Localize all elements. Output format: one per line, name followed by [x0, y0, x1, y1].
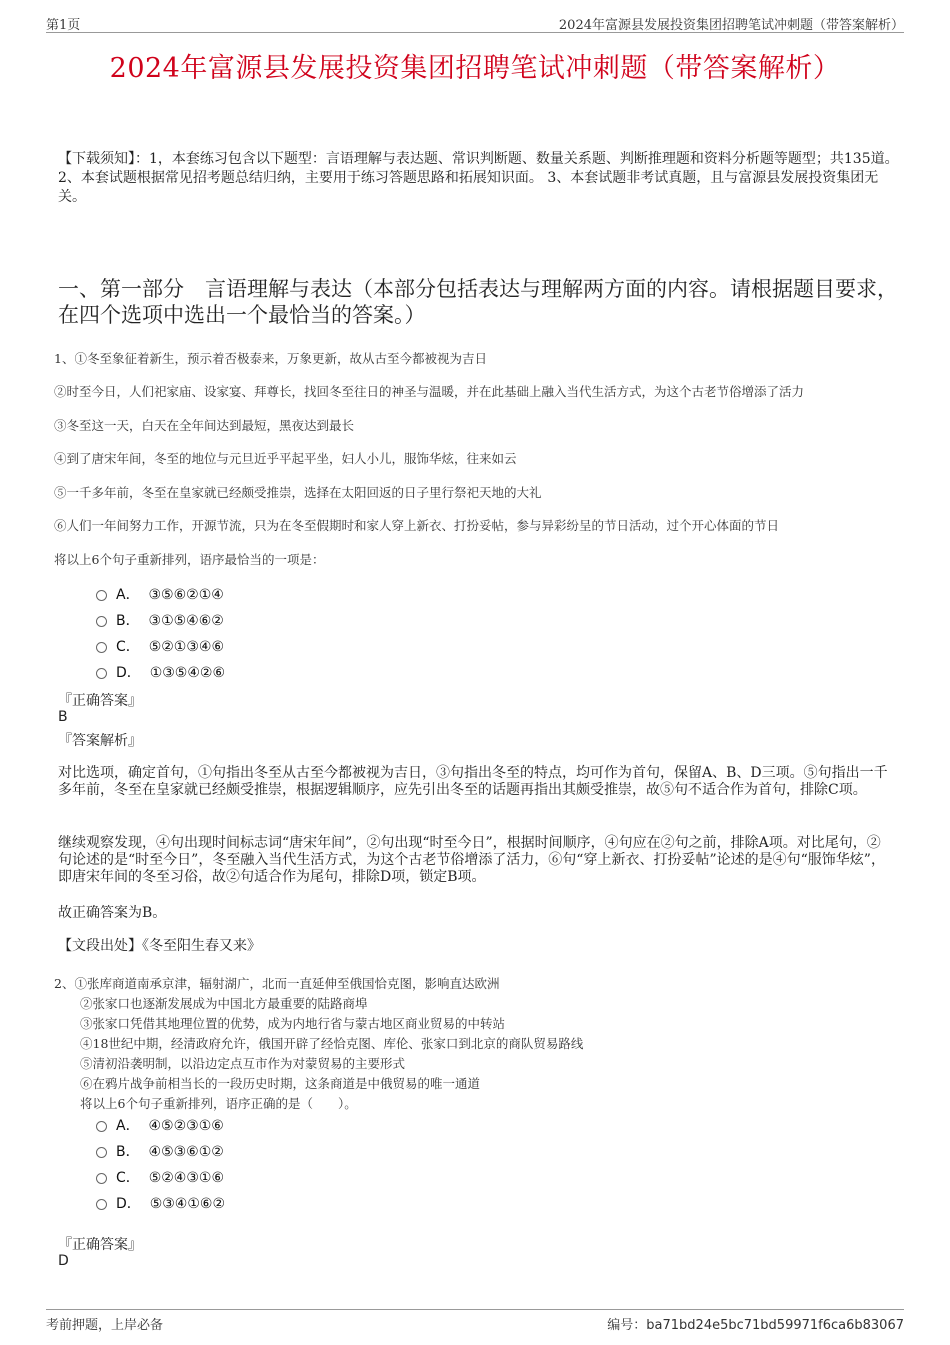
- q2-option-d[interactable]: [96, 1193, 225, 1213]
- option-letter: B．: [116, 1144, 140, 1160]
- option-letter: A．: [116, 1118, 140, 1134]
- download-notice: 【下载须知】：1，本套练习包含以下题型：言语理解与表达题、常识判断题、数量关系题、判断推理题和资料分析题等题型；共135道。 2、本套试题根据常见招考题总结归纳，主要用于练习答题思路和拓展知识面。 3、本套试题非考试真题，且与富源县发展投资集团无关。: [58, 151, 899, 205]
- radio-icon[interactable]: [96, 642, 107, 653]
- q1-analysis-p2: 继续观察发现，④句出现时间标志词“唐宋年间”，②句出现“时至今日”，根据时间顺序，④句应在②句之前，排除A项。对比尾句，②句论述的是“时至今日”，冬至融入当代生活方式，为这个古老节俗增添了活力，⑥句“穿上新衣、打扮妥帖”论述的是④句“服饰华炫”，即唐宋年间的冬至习俗，故②句适合作为尾句，排除D项，锁定B项。: [58, 835, 885, 885]
- option-letter: D．: [116, 1196, 141, 1212]
- q2-answer-label: 『正确答案』: [58, 1237, 142, 1253]
- footer-code-value: ba71bd24e5bc71bd59971f6ca6b83067: [646, 1318, 904, 1333]
- option-text: ③⑤⑥②①④: [148, 587, 224, 603]
- q2-answer: D: [58, 1253, 69, 1269]
- q1-prompt: 将以上6个句子重新排列，语序最恰当的一项是：: [54, 552, 325, 567]
- q1-answer: B: [58, 709, 68, 725]
- radio-icon[interactable]: [96, 1147, 107, 1158]
- q1-line-4: ④到了唐宋年间，冬至的地位与元旦近乎平起平坐，妇人小儿，服饰华炫，往来如云: [54, 451, 517, 466]
- option-text: ⑤③④①⑥②: [149, 1196, 225, 1212]
- q1-line-2: ②时至今日，人们祀家庙、设家宴、拜尊长，找回冬至往日的神圣与温暖，并在此基础上融入当代生活方式，为这个古老节俗增添了活力: [54, 384, 805, 399]
- option-text: ③①⑤④⑥②: [148, 613, 224, 629]
- q1-line-5: ⑤一千多年前，冬至在皇家就已经颇受推崇，选择在太阳回返的日子里行祭祀天地的大礼: [54, 485, 542, 500]
- option-letter: B．: [116, 613, 140, 629]
- q2-line-6: ⑥在鸦片战争前相当长的一段历史时期，这条商道是中俄贸易的唯一通道: [80, 1076, 481, 1091]
- q1-line-3: ③冬至这一天，白天在全年间达到最短，黑夜达到最长: [54, 418, 355, 433]
- radio-icon[interactable]: [96, 590, 107, 601]
- q2-line-1: 2、①张库商道南承京津，辐射湖广，北而一直延伸至俄国恰克图，影响直达欧洲: [54, 976, 500, 991]
- option-letter: C．: [116, 1170, 140, 1186]
- q2-option-b[interactable]: [96, 1141, 224, 1161]
- option-text: ⑤②④③①⑥: [148, 1170, 224, 1186]
- option-text: ①③⑤④②⑥: [149, 665, 225, 681]
- option-letter: D．: [116, 665, 141, 681]
- q1-analysis-p3: 故正确答案为B。: [58, 905, 167, 921]
- radio-icon[interactable]: [96, 1173, 107, 1184]
- radio-icon[interactable]: [96, 1199, 107, 1210]
- q2-prompt: 将以上6个句子重新排列，语序正确的是（ ）。: [80, 1096, 357, 1111]
- option-letter: A．: [116, 587, 140, 603]
- q1-option-d[interactable]: [96, 662, 225, 682]
- q1-analysis-label: 『答案解析』: [58, 733, 142, 749]
- q1-option-c[interactable]: [96, 636, 224, 656]
- q2-line-3: ③张家口凭借其地理位置的优势，成为内地行省与蒙古地区商业贸易的中转站: [80, 1016, 506, 1031]
- header-title: 2024年富源县发展投资集团招聘笔试冲刺题（带答案解析）: [558, 18, 904, 33]
- footer-code-label: 编号：: [607, 1318, 647, 1333]
- footer-divider: [46, 1309, 904, 1310]
- q1-option-a[interactable]: [96, 584, 224, 604]
- q1-line-1: 1、①冬至象征着新生，预示着否极泰来，万象更新，故从古至今都被视为吉日: [54, 351, 487, 366]
- page-number: 第1页: [46, 18, 81, 33]
- q1-option-b[interactable]: [96, 610, 224, 630]
- q1-line-6: ⑥人们一年间努力工作，开源节流，只为在冬至假期时和家人穿上新衣、打扮妥帖，参与异彩纷呈的节日活动，过个开心体面的节日: [54, 518, 780, 533]
- radio-icon[interactable]: [96, 616, 107, 627]
- option-letter: C．: [116, 639, 140, 655]
- q2-option-c[interactable]: [96, 1167, 224, 1187]
- option-text: ④⑤②③①⑥: [148, 1118, 224, 1134]
- q1-source: 【文段出处】《冬至阳生春又来》: [58, 938, 261, 954]
- header-divider: [46, 32, 904, 33]
- footer-slogan: 考前押题，上岸必备: [46, 1318, 164, 1333]
- option-text: ⑤②①③④⑥: [148, 639, 224, 655]
- document-title: 2024年富源县发展投资集团招聘笔试冲刺题（带答案解析）: [109, 53, 841, 84]
- q1-analysis-p1: 对比选项，确定首句，①句指出冬至从古至今都被视为吉日，③句指出冬至的特点，均可作为首句，保留A、B、D三项。⑤句指出一千多年前，冬至在皇家就已经颇受推崇，根据逻辑顺序，应先引出冬至的话题再指出其颇受推崇，故⑤句不适合作为首句，排除C项。: [58, 765, 888, 798]
- q2-line-4: ④18世纪中期，经清政府允许，俄国开辟了经恰克图、库伦、张家口到北京的商队贸易路线: [80, 1036, 584, 1051]
- option-text: ④⑤③⑥①②: [148, 1144, 224, 1160]
- radio-icon[interactable]: [96, 1121, 107, 1132]
- footer-code: [607, 1314, 904, 1333]
- q1-answer-label: 『正确答案』: [58, 693, 142, 709]
- q2-line-5: ⑤清初沿袭明制，以沿边定点互市作为对蒙贸易的主要形式: [80, 1056, 406, 1071]
- q2-option-a[interactable]: [96, 1115, 224, 1135]
- radio-icon[interactable]: [96, 668, 107, 679]
- section-heading: 一、第一部分 言语理解与表达（本部分包括表达与理解两方面的内容。请根据题目要求，在四个选项中选出一个最恰当的答案。）: [58, 277, 898, 327]
- q2-line-2: ②张家口也逐渐发展成为中国北方最重要的陆路商埠: [80, 996, 368, 1011]
